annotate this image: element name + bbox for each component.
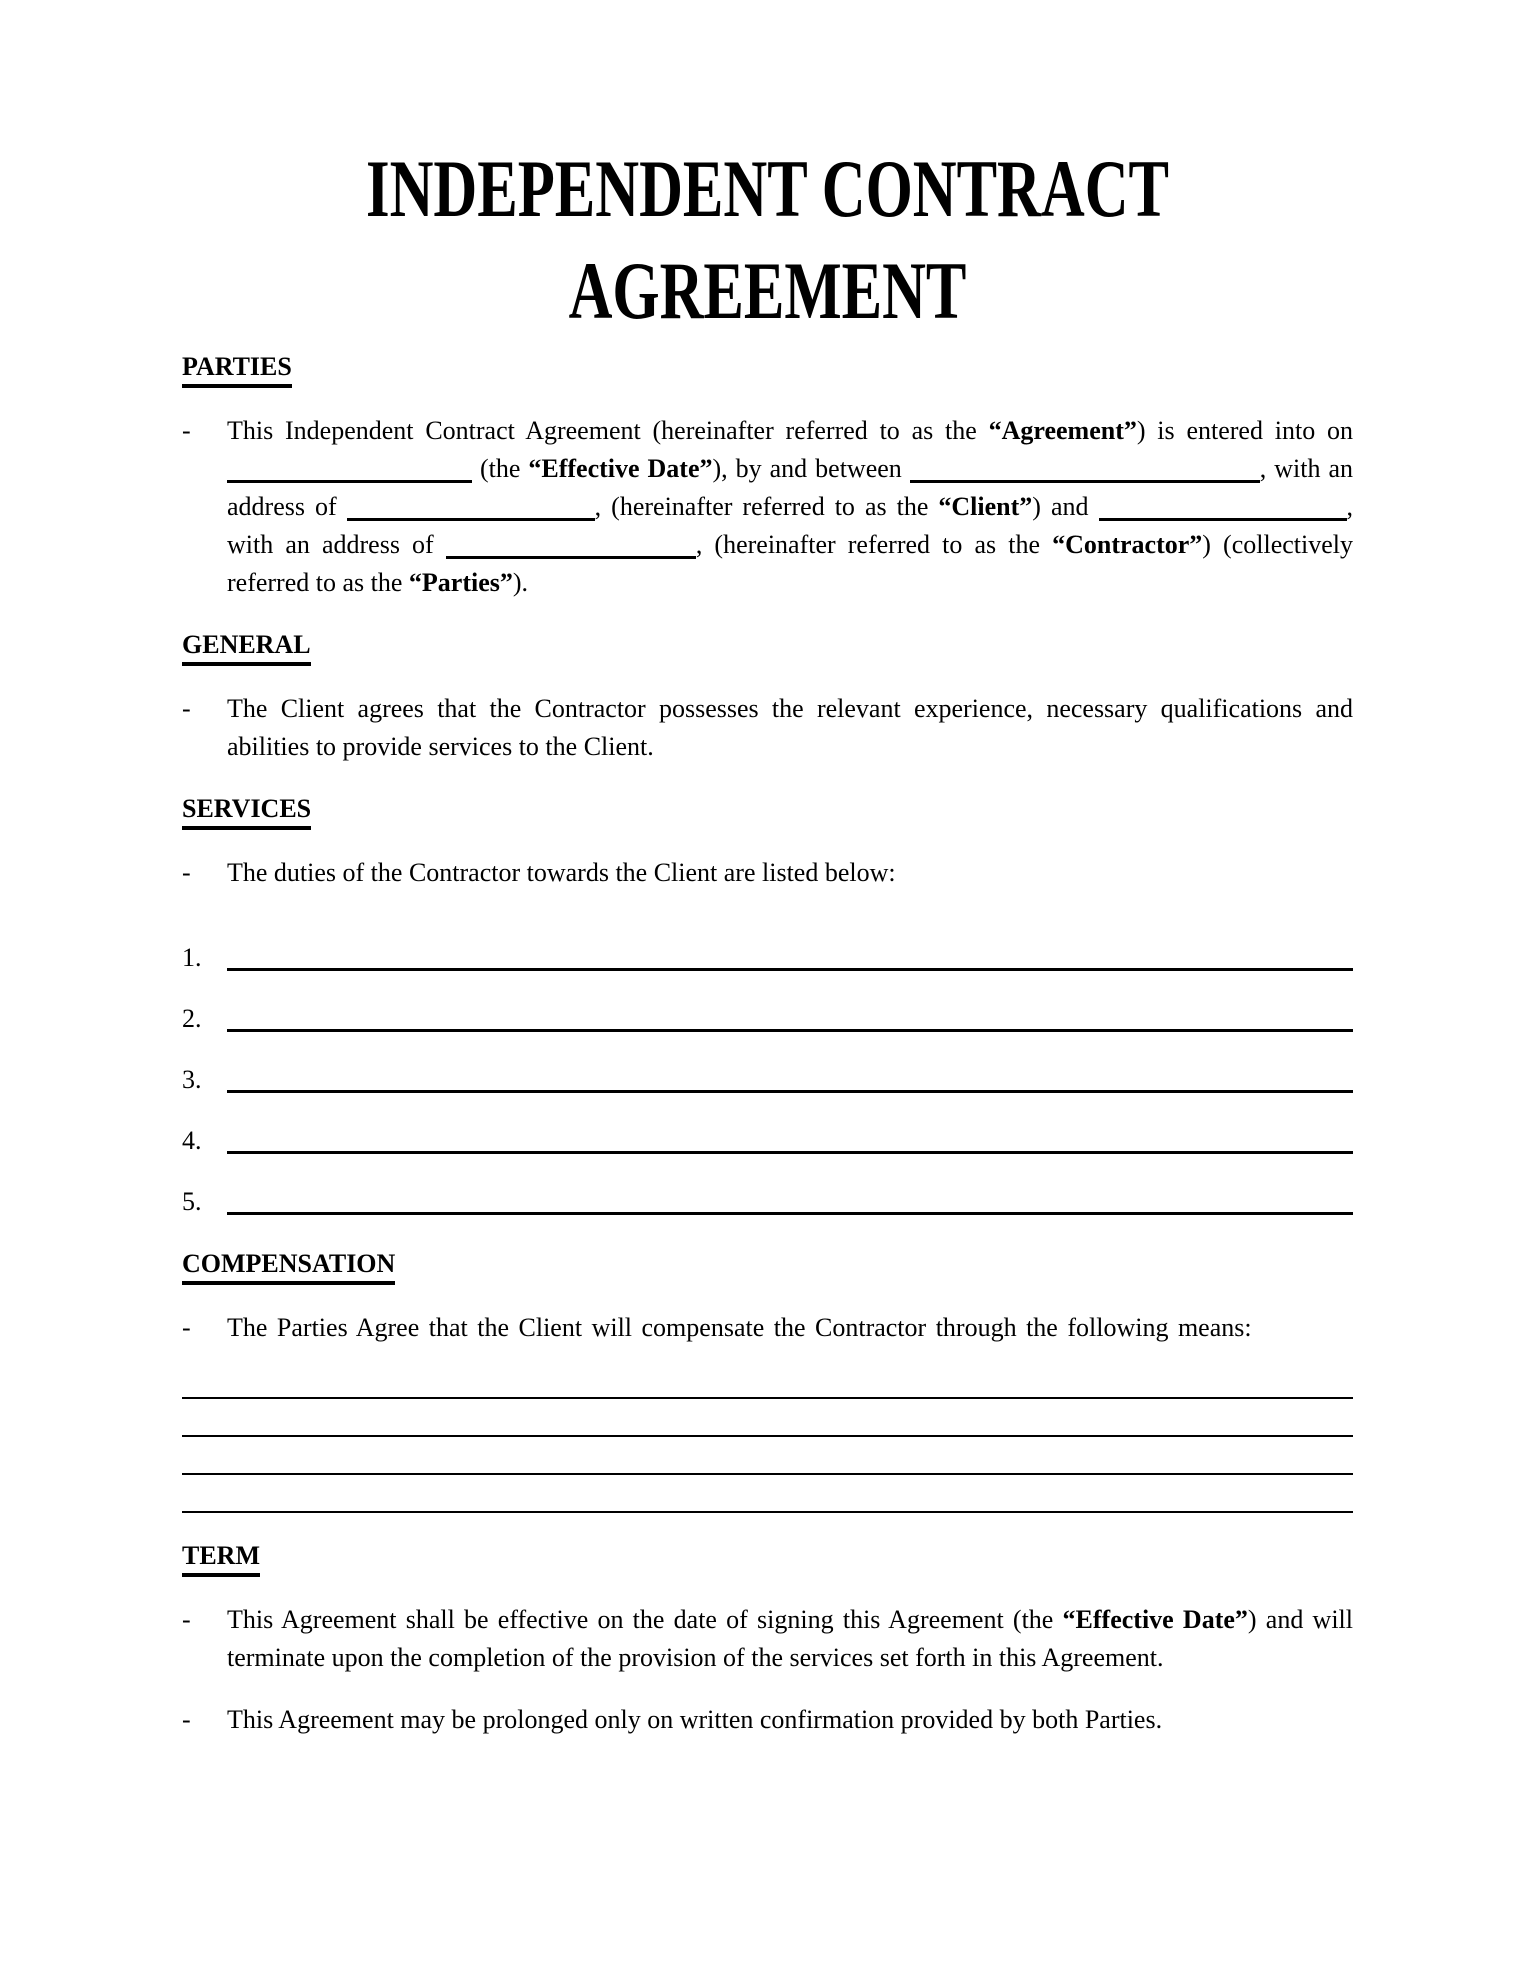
fill-in-blank[interactable] bbox=[446, 554, 696, 559]
bullet-dash: - bbox=[182, 694, 191, 723]
title-line-1: INDEPENDENT CONTRACT bbox=[365, 143, 1169, 234]
compensation-write-in-area bbox=[182, 1371, 1353, 1513]
document-title bbox=[334, 138, 1201, 342]
service-fill-line-2[interactable] bbox=[227, 1029, 1353, 1032]
term-paragraph-2: This Agreement may be prolonged only on written confirmation provided by both Parties. bbox=[227, 1705, 1163, 1734]
services-intro-clause bbox=[182, 854, 1353, 892]
service-fill-line-5[interactable] bbox=[227, 1212, 1353, 1215]
service-fill-line-1[interactable] bbox=[227, 968, 1353, 971]
term-clause-2 bbox=[182, 1701, 1353, 1739]
bullet-dash: - bbox=[182, 1705, 191, 1734]
service-fill-line-4[interactable] bbox=[227, 1151, 1353, 1154]
parties-clause bbox=[182, 412, 1353, 602]
compensation-heading-row bbox=[182, 1245, 1353, 1285]
services-intro-paragraph: The duties of the Contractor towards the Client are listed below: bbox=[227, 858, 896, 887]
bullet-dash: - bbox=[182, 1313, 191, 1342]
section-heading-services: SERVICES bbox=[182, 794, 311, 830]
bullet-dash: - bbox=[182, 858, 191, 887]
general-clause bbox=[182, 690, 1353, 766]
section-heading-compensation: COMPENSATION bbox=[182, 1249, 395, 1285]
compensation-paragraph: The Parties Agree that the Client will compensate the Contractor through the following means: bbox=[227, 1313, 1252, 1342]
bullet-dash: - bbox=[182, 1605, 191, 1634]
bold-term: “Effective Date” bbox=[1062, 1605, 1248, 1634]
bold-term: “Parties” bbox=[408, 568, 513, 597]
service-item-4 bbox=[182, 1099, 1353, 1160]
fill-in-blank[interactable] bbox=[347, 516, 595, 521]
term-clause-1 bbox=[182, 1601, 1353, 1677]
fill-in-blank[interactable] bbox=[227, 478, 472, 483]
service-item-3 bbox=[182, 1038, 1353, 1099]
parties-heading-row bbox=[182, 348, 1353, 388]
services-list bbox=[182, 916, 1353, 1221]
section-heading-parties: PARTIES bbox=[182, 352, 292, 388]
term-paragraph-1: This Agreement shall be effective on the date of signing this Agreement (the “Effective Date”) and will terminate upon the completion of the provision of the services set forth in this Agreement. bbox=[227, 1605, 1353, 1672]
compensation-write-in-line-1[interactable] bbox=[182, 1371, 1353, 1399]
service-number: 3. bbox=[182, 1065, 202, 1094]
service-item-2 bbox=[182, 977, 1353, 1038]
parties-paragraph: This Independent Contract Agreement (hereinafter referred to as the “Agreement”) is entered into on (the “Effective Date”), by and between , with an address of , (hereinafter referred to as the “Client”) and , with an address of , (hereinafter referred to as the “Contractor”) (collectively referred to as the “Parties”). bbox=[227, 416, 1354, 597]
section-heading-general: GENERAL bbox=[182, 630, 311, 666]
title-line-2: AGREEMENT bbox=[568, 245, 967, 336]
service-item-5 bbox=[182, 1160, 1353, 1221]
service-number: 1. bbox=[182, 943, 202, 972]
term-heading-row bbox=[182, 1537, 1353, 1577]
fill-in-blank[interactable] bbox=[1099, 516, 1347, 521]
compensation-clause bbox=[182, 1309, 1353, 1347]
bold-term: “Effective Date” bbox=[528, 454, 713, 483]
fill-in-blank[interactable] bbox=[910, 478, 1260, 483]
service-item-1 bbox=[182, 916, 1353, 977]
section-heading-term: TERM bbox=[182, 1541, 260, 1577]
service-number: 4. bbox=[182, 1126, 202, 1155]
service-number: 2. bbox=[182, 1004, 202, 1033]
bold-term: “Client” bbox=[938, 492, 1033, 521]
bold-term: “Contractor” bbox=[1052, 530, 1203, 559]
general-heading-row bbox=[182, 626, 1353, 666]
bullet-dash: - bbox=[182, 416, 191, 445]
compensation-write-in-line-4[interactable] bbox=[182, 1475, 1353, 1513]
compensation-write-in-line-2[interactable] bbox=[182, 1399, 1353, 1437]
compensation-write-in-line-3[interactable] bbox=[182, 1437, 1353, 1475]
services-heading-row bbox=[182, 790, 1353, 830]
service-fill-line-3[interactable] bbox=[227, 1090, 1353, 1093]
service-number: 5. bbox=[182, 1187, 202, 1216]
general-paragraph: The Client agrees that the Contractor possesses the relevant experience, necessary qualifications and abilities to provide services to the Client. bbox=[227, 694, 1353, 761]
bold-term: “Agreement” bbox=[988, 416, 1137, 445]
